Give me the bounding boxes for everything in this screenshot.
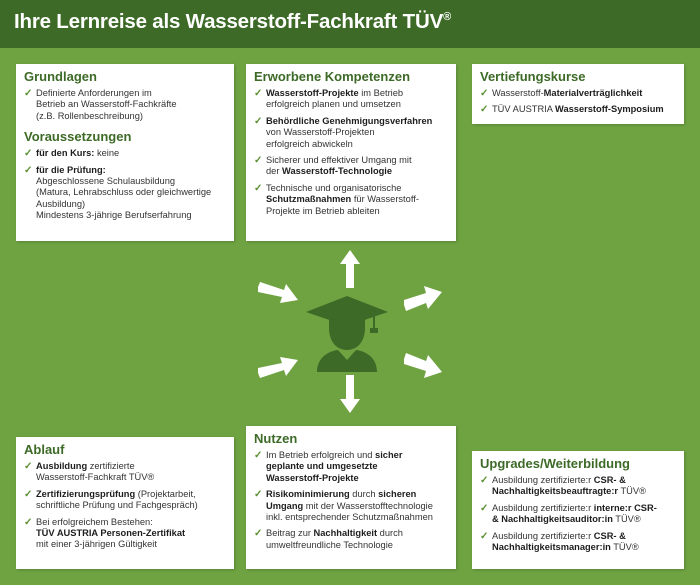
list-item: ✓ Risikominimierung durch sicheren Umgang mit der Wasserstofftechnologie inkl. entsprechender Schutzmaßnahmen — [254, 489, 433, 523]
vertiefung-title: Vertiefungskurse — [480, 69, 586, 84]
list-item: ✓ Beitrag zur Nachhaltigkeit durch umweltfreundliche Technologie — [254, 528, 403, 550]
list-item: ✓ Ausbildung zertifizierte:r interne:r CSR- & Nachhaltigkeitsauditor:in TÜV® — [480, 502, 657, 525]
arrow-in-lower-left-icon — [258, 352, 298, 378]
page-title — [14, 10, 451, 34]
check-icon: ✓ — [24, 148, 33, 160]
list-item: ✓ Behördliche Genehmigungsverfahren von Wasserstoff-Projekten erfolgreich abwickeln — [254, 115, 433, 149]
ablauf-title: Ablauf — [24, 442, 65, 457]
graduate-icon — [304, 292, 390, 372]
list-item: ✓ Zertifizierungsprüfung (Projektarbeit, schriftliche Prüfung und Fachgespräch) — [24, 488, 198, 511]
check-icon: ✓ — [24, 516, 33, 528]
voraussetzungen-title: Voraussetzungen — [24, 129, 132, 145]
check-icon: ✓ — [254, 528, 263, 540]
list-item: ✓ TÜV AUSTRIA Wasserstoff-Symposium — [480, 104, 664, 116]
list-item: ✓ für die Prüfung: Abgeschlossene Schulausbildung (Matura, Lehrabschluss oder gleichwertige Ausbildung) Mindestens 3-jährige Berufserfahrung — [24, 164, 212, 221]
arrow-in-upper-left-icon — [258, 282, 298, 308]
list-item: ✓ Bei erfolgreichem Bestehen: TÜV AUSTRIA Personen-Zertifikat mit einer 3-jährigen Gültigkeit — [24, 516, 186, 550]
ablauf-box — [16, 437, 234, 569]
page-title-text: Ihre Lernreise als Wasserstoff-Fachkraft TÜV — [14, 10, 444, 33]
check-icon: ✓ — [480, 502, 489, 514]
upgrades-box — [472, 451, 684, 569]
list-item: ✓ Definierte Anforderungen im Betrieb an Wasserstoff-Fachkräfte (z.B. Rollenbeschreibung) — [24, 88, 177, 121]
check-icon: ✓ — [24, 164, 33, 176]
check-icon: ✓ — [254, 155, 263, 167]
check-icon: ✓ — [254, 489, 263, 501]
check-icon: ✓ — [254, 182, 263, 194]
check-icon: ✓ — [480, 104, 489, 116]
list-item: ✓ für den Kurs: keine — [24, 148, 120, 160]
list-item: ✓ Ausbildung zertifizierte:r CSR- & Nachhaltigkeitsmanager:in TÜV® — [480, 530, 639, 553]
check-icon: ✓ — [480, 88, 489, 99]
nutzen-box — [246, 426, 456, 569]
check-icon: ✓ — [254, 88, 263, 99]
list-item: ✓ Im Betrieb erfolgreich und sicher geplante und umgesetzte Wasserstoff-Projekte — [254, 450, 403, 483]
vertiefung-box — [472, 64, 684, 124]
arrow-out-lower-right-icon — [404, 352, 442, 380]
list-item: ✓ Ausbildung zertifizierte Wasserstoff-Fachkraft TÜV® — [24, 461, 155, 483]
header-bar — [0, 0, 700, 48]
check-icon: ✓ — [480, 530, 489, 542]
check-icon: ✓ — [254, 450, 263, 461]
list-item: ✓ Wasserstoff-Materialverträglichkeit — [480, 88, 643, 99]
registered-mark: ® — [443, 11, 451, 24]
grundlagen-title: Grundlagen — [24, 69, 97, 84]
grundlagen-box — [16, 64, 234, 241]
check-icon: ✓ — [254, 115, 263, 127]
list-item: ✓ Sicherer und effektiver Umgang mit der Wasserstoff-Technologie — [254, 155, 412, 177]
list-item: ✓ Ausbildung zertifizierte:r CSR- & Nachhaltigkeitsbeauftragte:r TÜV® — [480, 475, 646, 497]
check-icon: ✓ — [24, 461, 33, 472]
kompetenzen-box — [246, 64, 456, 241]
check-icon: ✓ — [480, 475, 489, 486]
kompetenzen-title: Erworbene Kompetenzen — [254, 69, 411, 84]
arrow-down-icon — [340, 375, 360, 413]
arrow-out-upper-right-icon — [404, 284, 442, 312]
list-item: ✓ Wasserstoff-Projekte im Betrieb erfolgreich planen und umsetzen — [254, 88, 404, 110]
nutzen-title: Nutzen — [254, 431, 298, 446]
upgrades-title: Upgrades/Weiterbildung — [480, 456, 630, 471]
check-icon: ✓ — [24, 488, 33, 500]
arrow-up-icon — [340, 250, 360, 288]
check-icon: ✓ — [24, 88, 33, 99]
list-item: ✓ Technische und organisatorische Schutzmaßnahmen für Wasserstoff- Projekte im Betrieb ableiten — [254, 182, 419, 216]
